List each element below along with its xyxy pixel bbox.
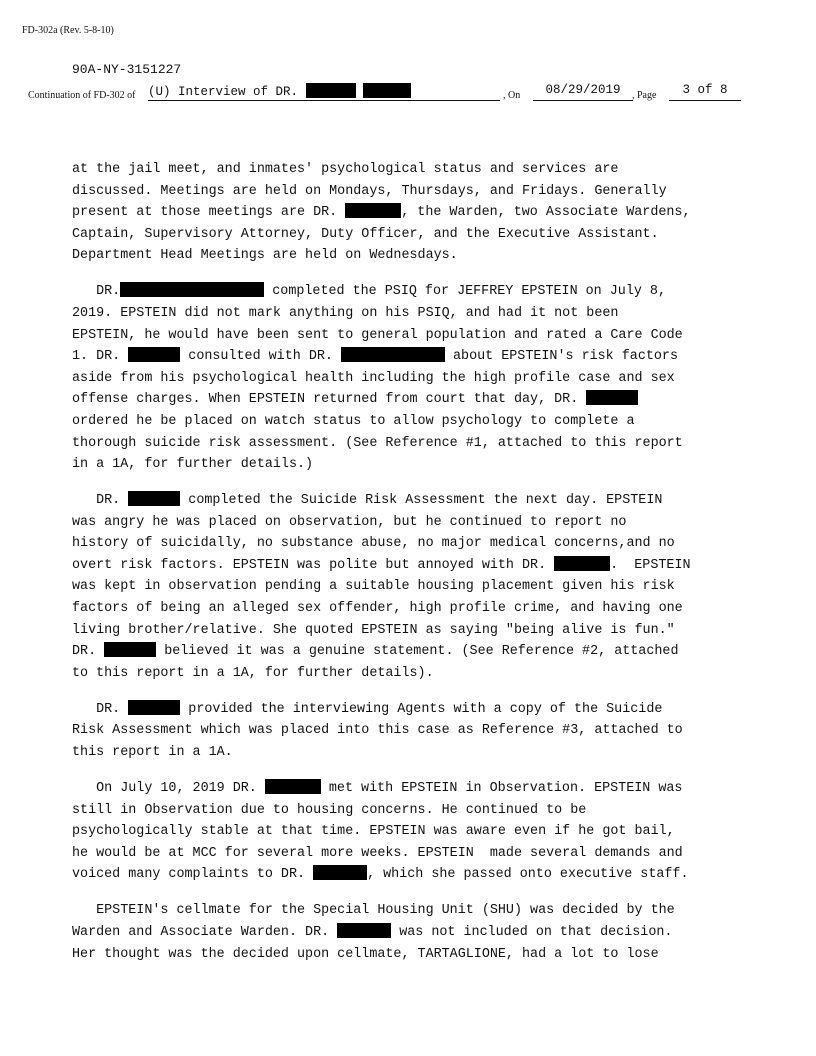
text-line bbox=[72, 346, 752, 368]
line-text: completed the Suicide Risk Assessment the next day. EPSTEIN bbox=[180, 493, 663, 509]
line-text: consulted with DR. bbox=[180, 349, 341, 365]
redaction-box bbox=[313, 865, 367, 880]
line-text: , which she passed onto executive staff. bbox=[367, 867, 689, 883]
line-text: EPSTEIN, he would have been sent to general population and rated a Care Code bbox=[72, 327, 683, 343]
line-text: at the jail meet, and inmates' psychological status and services are bbox=[72, 162, 619, 177]
redaction-box bbox=[345, 203, 401, 218]
redaction-box bbox=[128, 700, 180, 715]
subject-field bbox=[148, 83, 500, 101]
line-text: Warden and Associate Warden. DR. bbox=[72, 924, 338, 940]
form-id: FD-302a (Rev. 5-8-10) bbox=[22, 25, 114, 36]
paragraph bbox=[72, 699, 752, 764]
text-line bbox=[72, 433, 752, 455]
text-line bbox=[72, 922, 752, 944]
text-line bbox=[72, 944, 752, 966]
line-text: Her thought was the decided upon cellmate, TARTAGLIONE, had a lot to lose bbox=[72, 946, 659, 962]
text-line bbox=[72, 159, 752, 181]
text-line bbox=[72, 778, 752, 800]
line-text: DR. bbox=[72, 493, 129, 509]
line-text: living brother/relative. She quoted EPSTEIN as saying "being alive is fun." bbox=[72, 622, 675, 638]
text-line bbox=[72, 512, 752, 534]
line-text: EPSTEIN's cellmate for the Special Housing Unit (SHU) was decided by the bbox=[72, 903, 675, 919]
line-text: 2019. EPSTEIN did not mark anything on his PSIQ, and had it not been bbox=[72, 305, 619, 321]
line-text: aside from his psychological health including the high profile case and sex bbox=[72, 370, 675, 386]
date-field: 08/29/2019 bbox=[533, 83, 633, 101]
redaction-box bbox=[306, 83, 356, 98]
line-text: 1. DR. bbox=[72, 349, 129, 365]
line-text: history of suicidally, no substance abuse, no major medical concerns,and no bbox=[72, 536, 675, 552]
text-line bbox=[72, 900, 752, 922]
text-line bbox=[72, 325, 752, 347]
line-text: , the Warden, two Associate Wardens, bbox=[401, 205, 691, 221]
paragraph bbox=[72, 490, 752, 684]
page-label: , Page bbox=[632, 90, 657, 101]
redaction-box bbox=[586, 390, 638, 405]
on-label: , On bbox=[503, 90, 521, 101]
line-text: was kept in observation pending a suitable housing placement given his risk bbox=[72, 579, 675, 595]
text-line bbox=[72, 742, 752, 764]
text-line bbox=[72, 303, 752, 325]
text-line bbox=[72, 720, 752, 742]
text-line bbox=[72, 245, 752, 267]
text-line bbox=[72, 821, 752, 843]
line-text: DR. bbox=[72, 284, 121, 300]
line-text: offense charges. When EPSTEIN returned from court that day, DR. bbox=[72, 392, 587, 408]
line-text: believed it was a genuine statement. (See Reference #2, attached bbox=[156, 644, 679, 660]
redaction-box bbox=[363, 83, 411, 98]
paragraph bbox=[72, 900, 752, 965]
text-line bbox=[72, 202, 752, 224]
redaction-box bbox=[554, 556, 610, 571]
text-line bbox=[72, 620, 752, 642]
line-text: psychologically stable at that time. EPSTEIN was aware even if he got bail, bbox=[72, 824, 675, 840]
text-line bbox=[72, 864, 752, 886]
line-text: was angry he was placed on observation, but he continued to report no bbox=[72, 514, 627, 530]
paragraph bbox=[72, 281, 752, 475]
redaction-box bbox=[104, 642, 156, 657]
line-text: this report in a 1A. bbox=[72, 745, 233, 761]
line-text: Risk Assessment which was placed into this case as Reference #3, attached to bbox=[72, 723, 683, 739]
line-text: DR. bbox=[72, 701, 129, 717]
text-line bbox=[72, 454, 752, 476]
file-number: 90A-NY-3151227 bbox=[72, 62, 182, 77]
line-text: about EPSTEIN's risk factors bbox=[444, 349, 679, 365]
line-text: in a 1A, for further details.) bbox=[72, 457, 314, 473]
line-text: was not included on that decision. bbox=[391, 924, 673, 940]
line-text: overt risk factors. EPSTEIN was polite but annoyed with DR. bbox=[72, 557, 555, 573]
text-line bbox=[72, 663, 752, 685]
redaction-box bbox=[128, 347, 180, 362]
line-text: to this report in a 1A, for further details). bbox=[72, 665, 434, 681]
line-text: still in Observation due to housing concerns. He continued to be bbox=[72, 802, 587, 818]
text-line bbox=[72, 224, 752, 246]
text-line bbox=[72, 843, 752, 865]
paragraph bbox=[72, 778, 752, 886]
text-line bbox=[72, 411, 752, 433]
line-text: . EPSTEIN bbox=[610, 557, 691, 573]
subject-text: (U) Interview of DR. bbox=[148, 85, 299, 99]
redaction-box bbox=[341, 347, 445, 362]
text-line bbox=[72, 699, 752, 721]
page-field: 3 of 8 bbox=[669, 83, 741, 101]
line-text: Department Head Meetings are held on Wednesdays. bbox=[72, 248, 458, 264]
text-line bbox=[72, 641, 752, 663]
text-line bbox=[72, 598, 752, 620]
line-text: factors of being an alleged sex offender, high profile crime, and having one bbox=[72, 601, 683, 617]
text-line bbox=[72, 555, 752, 577]
text-line bbox=[72, 533, 752, 555]
text-line bbox=[72, 800, 752, 822]
continuation-header bbox=[28, 83, 748, 103]
redaction-box bbox=[128, 491, 180, 506]
text-line bbox=[72, 576, 752, 598]
line-text: met with EPSTEIN in Observation. EPSTEIN was bbox=[320, 781, 683, 796]
line-text: completed the PSIQ for JEFFREY EPSTEIN on July 8, bbox=[264, 284, 667, 300]
line-text: ordered he be placed on watch status to allow psychology to complete a bbox=[72, 413, 635, 429]
continuation-label: Continuation of FD-302 of bbox=[28, 90, 136, 101]
text-line bbox=[72, 181, 752, 203]
redaction-box bbox=[337, 923, 391, 938]
line-text: On July 10, 2019 DR. bbox=[72, 781, 265, 796]
text-line bbox=[72, 281, 752, 303]
line-text: provided the interviewing Agents with a copy of the Suicide bbox=[180, 701, 663, 717]
line-text: DR. bbox=[72, 644, 105, 660]
line-text: thorough suicide risk assessment. (See Reference #1, attached to this report bbox=[72, 435, 683, 451]
text-line bbox=[72, 490, 752, 512]
paragraph bbox=[72, 159, 752, 267]
redaction-box bbox=[120, 282, 264, 297]
redaction-box bbox=[265, 779, 321, 794]
line-text: discussed. Meetings are held on Mondays, Thursdays, and Fridays. Generally bbox=[72, 183, 667, 199]
line-text: voiced many complaints to DR. bbox=[72, 867, 314, 883]
line-text: Captain, Supervisory Attorney, Duty Officer, and the Executive Assistant. bbox=[72, 226, 659, 242]
text-line bbox=[72, 368, 752, 390]
text-line bbox=[72, 389, 752, 411]
report-body bbox=[72, 159, 752, 980]
line-text: he would be at MCC for several more weeks. EPSTEIN made several demands and bbox=[72, 845, 683, 861]
line-text: present at those meetings are DR. bbox=[72, 205, 346, 221]
